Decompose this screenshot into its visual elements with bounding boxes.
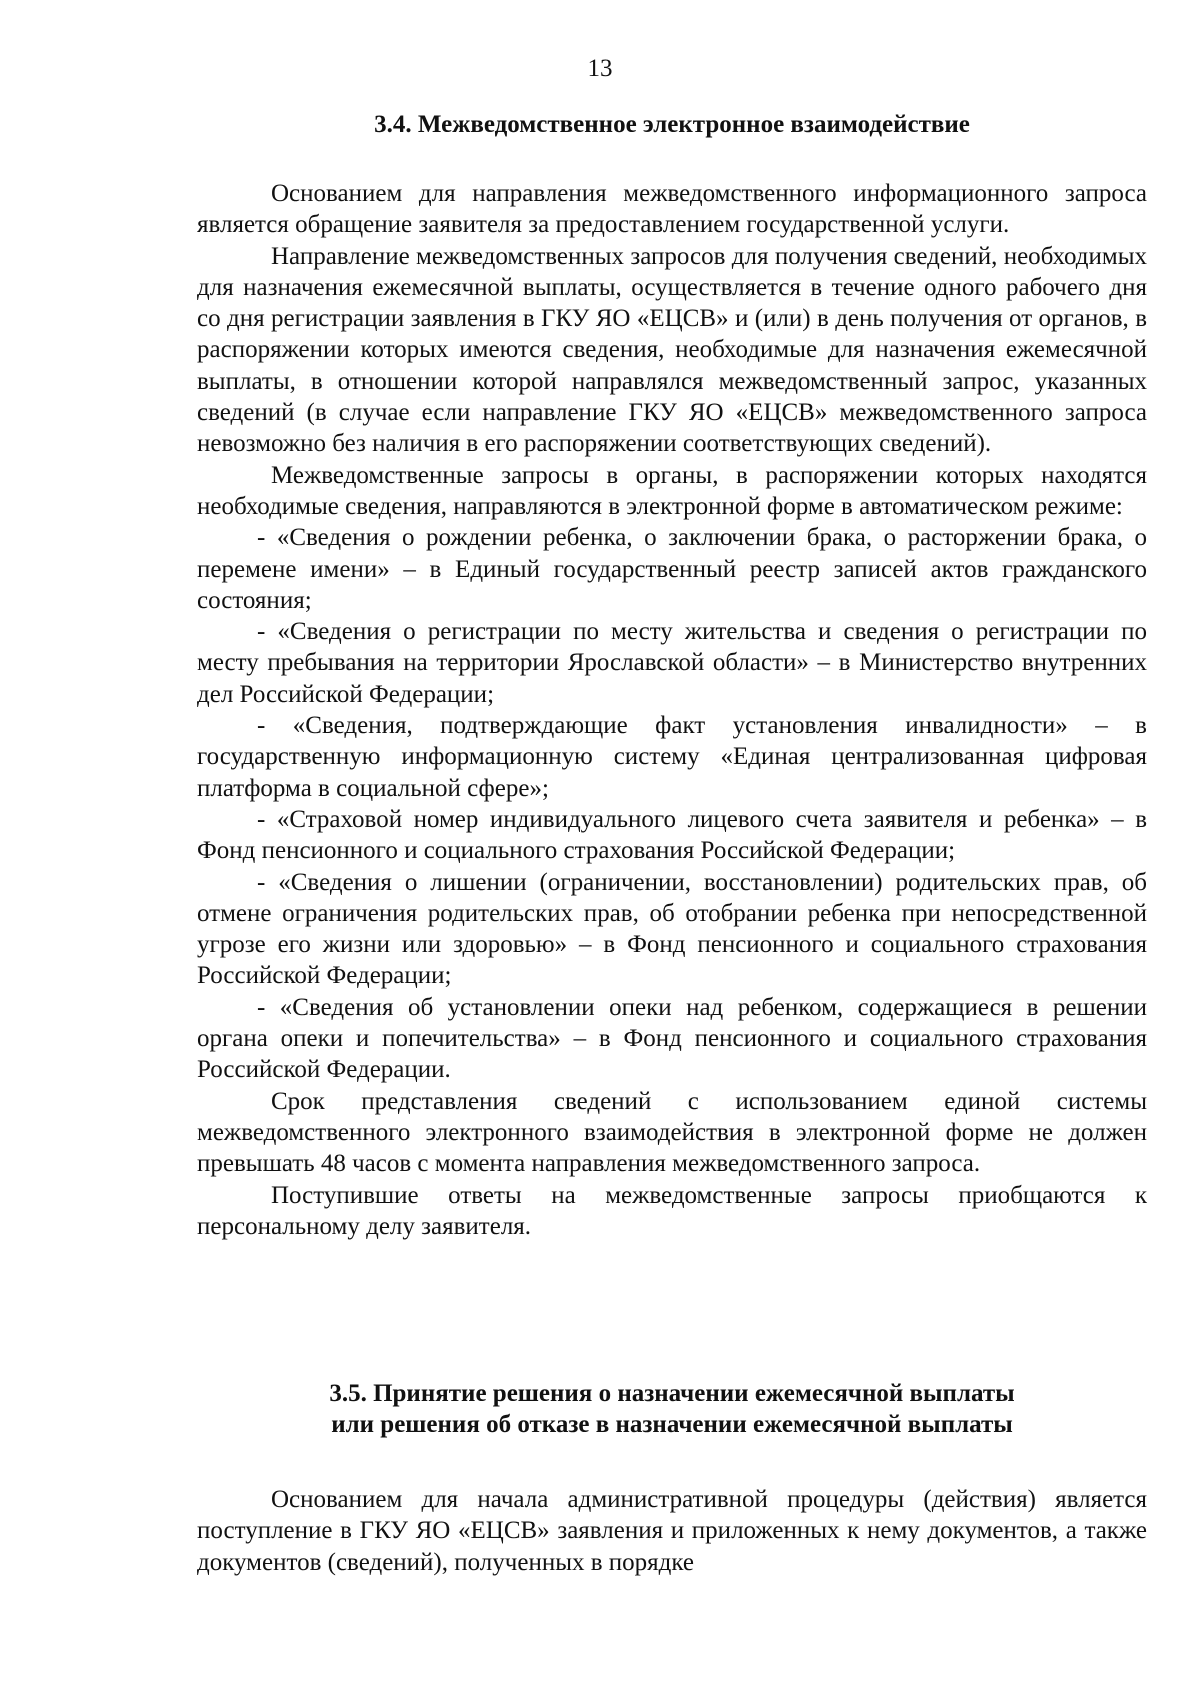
paragraph: Направление межведомственных запросов для получения сведений, необходимых для назначения ежемесячной выплаты, осуществляется в течение одного рабочего дня со дня регистрации заявления в ГКУ ЯО «ЕЦСВ» и (или) в день получения от органов, в распоряжении которых имеются сведения, необходимые для назначения ежемесячной выплаты, в отношении которой направлялся межведомственный запрос, указанных сведений (в случае если направление ГКУ ЯО «ЕЦСВ» межведомственного запроса невозможно без наличия в его распоряжении соответствующих сведений). [197, 242, 1147, 458]
list-item: - «Сведения о регистрации по месту жительства и сведения о регистрации по месту пребывания на территории Ярославской области» – в Министерство внутренних дел Российской Федерации; [197, 618, 1147, 708]
list-item: - «Сведения об установлении опеки над ребенком, содержащиеся в решении органа опеки и попечительства» – в Фонд пенсионного и социального страхования Российской Федерации. [197, 993, 1147, 1084]
page-number: 13 [587, 55, 613, 82]
list-item: - «Сведения, подтверждающие факт установления инвалидности» – в государственную информационную систему «Единая централизованная цифровая платформа в социальной сфере»; [197, 712, 1147, 802]
paragraph: Основанием для направления межведомственного информационного запроса является обращение заявителя за предоставлением государственной услуги. [197, 180, 1147, 239]
section-3-5 [197, 1378, 1147, 1578]
list-item: - «Сведения о лишении (ограничении, восстановлении) родительских прав, об отмене ограничения родительских прав, об отобрании ребенка при непосредственной угрозе его жизни или здоровью» – в Фонд пенсионного и социального страхования Российской Федерации; [197, 868, 1147, 990]
section-3-5-heading [197, 1378, 1147, 1440]
section-3-4 [197, 109, 1147, 1242]
section-3-5-heading-line-2: или решения об отказе в назначении ежемесячной выплаты [331, 1411, 1013, 1438]
paragraph: Поступившие ответы на межведомственные запросы приобщаются к персональному делу заявителя. [197, 1181, 1147, 1240]
list-item: - «Сведения о рождении ребенка, о заключении брака, о расторжении брака, о перемене имени» – в Единый государственный реестр записей актов гражданского состояния; [197, 524, 1147, 614]
section-3-5-heading-line-1: 3.5. Принятие решения о назначении ежемесячной выплаты [329, 1380, 1015, 1407]
paragraph: Межведомственные запросы в органы, в распоряжении которых находятся необходимые сведения, направляются в электронной форме в автоматическом режиме: [197, 461, 1147, 520]
paragraph: Основанием для начала административной процедуры (действия) является поступление в ГКУ ЯО «ЕЦСВ» заявления и приложенных к нему документов, а также документов (сведений), полученных в порядке [197, 1486, 1147, 1576]
paragraph: Срок представления сведений с использованием единой системы межведомственного электронного взаимодействия в электронной форме не должен превышать 48 часов с момента направления межведомственного запроса. [197, 1087, 1147, 1178]
list-item: - «Страховой номер индивидуального лицевого счета заявителя и ребенка» – в Фонд пенсионного и социального страхования Российской Федерации; [197, 805, 1147, 865]
section-3-4-heading: 3.4. Межведомственное электронное взаимодействие [374, 111, 970, 138]
